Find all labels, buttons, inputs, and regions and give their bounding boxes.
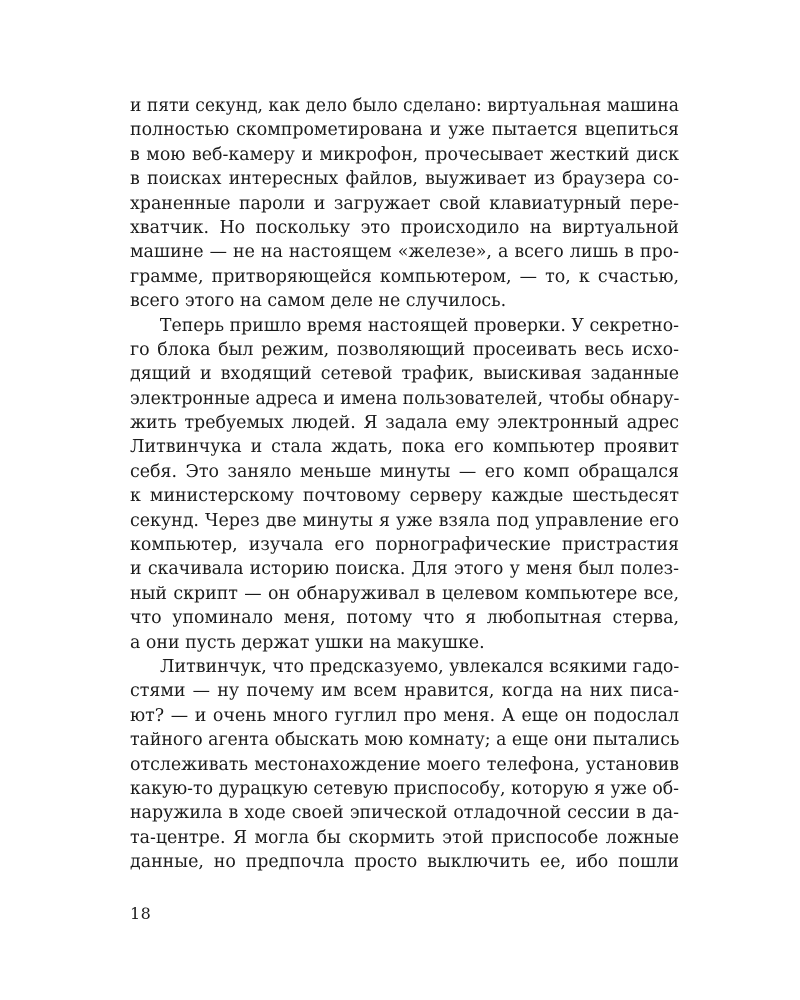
text-line: Литвинчук, что предсказуемо, увлекался всякими гадо- [160, 656, 680, 677]
text-line: стями — ну почему им всем нравится, когда на них писа- [130, 681, 679, 702]
text-line: та-центре. Я могла бы скормить этой приспособе ложные [130, 827, 679, 848]
text-line: го блока был режим, позволяющий просеивать весь исхо- [130, 339, 679, 360]
text-line: хватчик. Но поскольку это происходило на виртуальной [130, 217, 679, 238]
text-line: себя. Это заняло меньше минуты — его комп обращался [130, 461, 679, 482]
text-line: компьютер, изучала его порнографические пристрастия [130, 535, 679, 556]
text-line: в поисках интересных файлов, выуживает из браузера со- [130, 169, 679, 190]
text-line: ный скрипт — он обнаруживал в целевом компьютере все, [130, 583, 679, 604]
text-line: в мою веб-камеру и микрофон, прочесывает жесткий диск [130, 144, 679, 165]
paragraph [130, 655, 679, 875]
text-line: и скачивала историю поиска. Для этого у меня был полез- [130, 559, 679, 580]
body-text [130, 94, 679, 875]
text-line: дящий и входящий сетевой трафик, выискивая заданные [130, 364, 679, 385]
text-line: Литвинчука и стала ждать, пока его компьютер проявит [130, 437, 679, 458]
text-line: а они пусть держат ушки на макушке. [130, 632, 485, 653]
text-line: жить требуемых людей. Я задала ему электронный адрес [130, 413, 679, 434]
paragraph [130, 94, 679, 314]
text-line: и пяти секунд, как дело было сделано: виртуальная машина [130, 96, 679, 116]
text-line: секунд. Через две минуты я уже взяла под управление его [130, 510, 679, 531]
text-line: наружила в ходе своей эпической отладочной сессии в да- [130, 803, 679, 824]
text-line: храненные пароли и загружает свой клавиатурный пере- [130, 193, 679, 214]
text-line: какую-то дурацкую сетевую приспособу, которую я уже об- [130, 778, 680, 799]
text-line: Теперь пришло время настоящей проверки. У секретно- [159, 315, 680, 336]
text-line: к министерскому почтовому серверу каждые шестьдесят [130, 486, 679, 507]
page-number: 18 [130, 904, 152, 923]
paragraph [130, 314, 679, 655]
text-line: грамме, притворяющейся компьютером, — то, к счастью, [130, 266, 679, 287]
text-line: машине — не на настоящем «железе», а всего лишь в про- [130, 242, 679, 263]
text-line: данные, но предпочла просто выключить ее, ибо пошли [130, 852, 679, 873]
text-line: отслеживать местонахождение моего телефона, установив [130, 754, 679, 775]
text-line: всего этого на самом деле не случилось. [130, 291, 507, 312]
text-line: тайного агента обыскать мою комнату; а еще они пытались [130, 730, 680, 751]
text-line: электронные адреса и имена пользователей, чтобы обнару- [130, 388, 680, 409]
text-line: что упоминало меня, потому что я любопытная стерва, [130, 608, 679, 629]
text-line: ют? — и очень много гуглил про меня. А еще он подослал [130, 705, 679, 726]
text-line: полностью скомпрометирована и уже пытается вцепиться [130, 120, 679, 141]
